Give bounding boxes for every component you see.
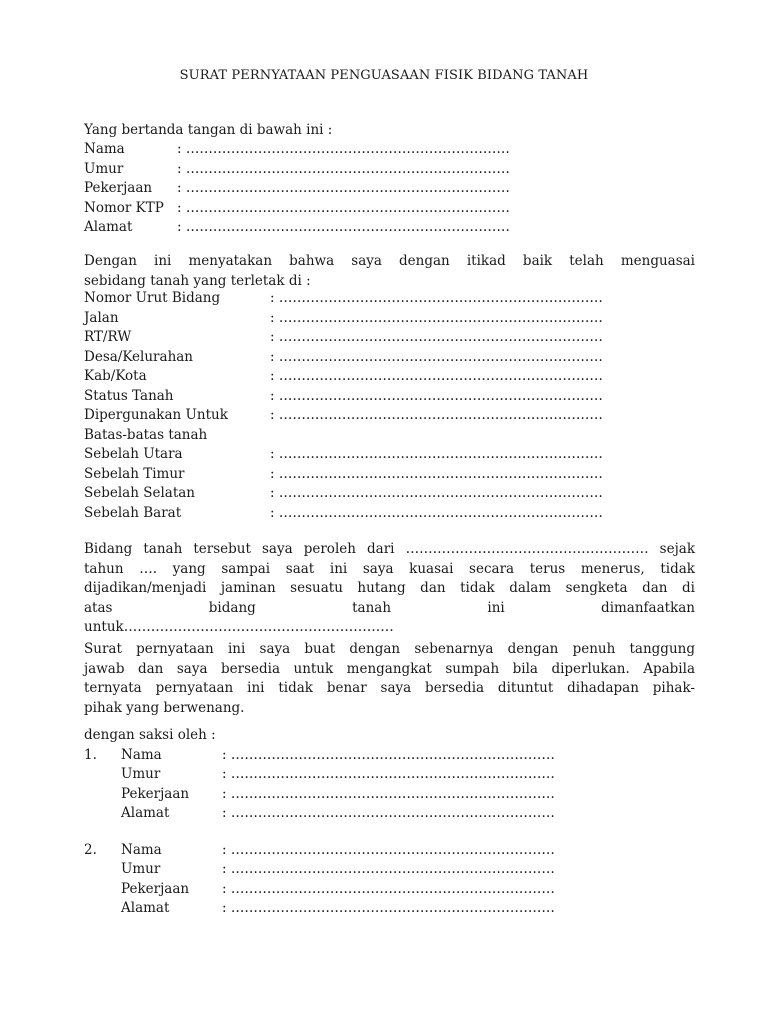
witness-2-label-pekerjaan: Pekerjaan — [121, 880, 190, 897]
land-label-batas: Batas-batas tanah — [84, 426, 208, 443]
land-label-utara: Sebelah Utara — [84, 446, 183, 462]
land-dots-status: : ……………………………………………………………… — [270, 387, 603, 404]
signer-dots-nama: : ……………………………………………………………… — [177, 141, 510, 157]
land-dots-barat: : ……………………………………………………………… — [270, 504, 603, 521]
witness-2-dots-nama: : ……………………………………………………………… — [222, 841, 555, 858]
acquisition-line: atas bidang tanah ini dimanfaatkan — [84, 599, 695, 616]
acquisition-line: Bidang tanah tersebut saya peroleh dari ……………………………………………… sejak — [84, 541, 695, 557]
acquisition-line: dijadikan/menjadi jaminan sesuatu hutang dan tidak dalam sengketa dan di — [84, 580, 695, 597]
land-label-barat: Sebelah Barat — [84, 504, 182, 521]
declaration-paragraph — [84, 640, 695, 718]
signer-dots-umur: : ……………………………………………………………… — [177, 160, 510, 177]
declaration-line: jawab dan saya bersedia untuk mengangkat sumpah bila diperlukan. Apabila — [84, 660, 695, 677]
land-label-timur: Sebelah Timur — [84, 465, 185, 482]
land-label-rtrw: RT/RW — [84, 329, 132, 345]
land-label-selatan: Sebelah Selatan — [84, 485, 195, 501]
land-label-kab-kota: Kab/Kota — [84, 368, 147, 384]
statement-line: sebidang tanah yang terletak di : — [84, 272, 311, 289]
witness-1-dots-pekerjaan: : ……………………………………………………………… — [222, 785, 555, 802]
signer-label-nama: Nama — [84, 141, 125, 157]
acquisition-line: tahun …. yang sampai saat ini saya kuasai secara terus menerus, tidak — [84, 560, 695, 577]
witness-2-label-alamat: Alamat — [121, 900, 170, 916]
signer-label-alamat: Alamat — [84, 219, 133, 235]
witness-1-number: 1. — [84, 746, 97, 763]
declaration-line: ternyata pernyataan ini tidak benar saya bersedia dituntut dihadapan pihak- — [84, 680, 695, 697]
land-dots-desa: : ……………………………………………………………… — [270, 348, 603, 365]
witness-2-dots-pekerjaan: : ……………………………………………………………… — [222, 880, 555, 897]
witness-1-label-pekerjaan: Pekerjaan — [121, 785, 190, 802]
land-label-jalan: Jalan — [84, 309, 119, 326]
signer-dots-pekerjaan: : ……………………………………………………………… — [177, 180, 510, 196]
witness-1-label-nama: Nama — [121, 746, 162, 763]
land-dots-jalan: : ……………………………………………………………… — [270, 309, 603, 326]
land-dots-timur: : ……………………………………………………………… — [270, 465, 603, 482]
land-label-dipergunakan: Dipergunakan Untuk — [84, 407, 228, 423]
witness-2-dots-alamat: : ……………………………………………………………… — [222, 900, 555, 916]
land-label-desa: Desa/Kelurahan — [84, 348, 194, 365]
land-dots-kab-kota: : ……………………………………………………………… — [270, 368, 603, 384]
signer-dots-alamat: : ……………………………………………………………… — [177, 219, 510, 235]
witness-1-label-umur: Umur — [121, 766, 161, 782]
witness-1-dots-alamat: : ……………………………………………………………… — [222, 805, 555, 821]
intro-text: Yang bertanda tangan di bawah ini : — [84, 122, 333, 138]
land-label-nomor-urut: Nomor Urut Bidang — [84, 290, 221, 306]
signer-label-umur: Umur — [84, 160, 124, 177]
witness-intro: dengan saksi oleh : — [84, 727, 216, 743]
signer-dots-ktp: : ……………………………………………………………… — [177, 199, 510, 216]
statement-line: Dengan ini menyatakan bahwa saya dengan itikad baik telah menguasai — [84, 253, 695, 269]
witness-2-number: 2. — [84, 841, 97, 858]
witness-2-label-nama: Nama — [121, 841, 162, 858]
land-dots-rtrw: : ……………………………………………………………… — [270, 329, 603, 345]
signer-label-pekerjaan: Pekerjaan — [84, 180, 153, 196]
land-label-status: Status Tanah — [84, 387, 174, 404]
land-dots-nomor-urut: : ……………………………………………………………… — [270, 290, 603, 306]
acquisition-paragraph — [84, 540, 695, 638]
acquisition-line: untuk…………………………………………………… — [84, 619, 394, 636]
statement-paragraph — [84, 252, 695, 291]
witness-2-dots-umur: : ……………………………………………………………… — [222, 861, 555, 877]
declaration-line: Surat pernyataan ini saya buat dengan sebenarnya dengan penuh tanggung — [84, 641, 695, 657]
witness-2-label-umur: Umur — [121, 861, 161, 877]
document-title: SURAT PERNYATAAN PENGUASAAN FISIK BIDANG TANAH — [179, 68, 589, 83]
witness-1-label-alamat: Alamat — [121, 805, 170, 821]
land-dots-utara: : ……………………………………………………………… — [270, 446, 603, 462]
land-dots-selatan: : ……………………………………………………………… — [270, 485, 603, 501]
witness-1-dots-umur: : ……………………………………………………………… — [222, 766, 555, 782]
witness-1-dots-nama: : ……………………………………………………………… — [222, 746, 555, 763]
declaration-line: pihak yang berwenang. — [84, 699, 245, 716]
signer-label-ktp: Nomor KTP — [84, 199, 164, 216]
land-dots-dipergunakan: : ……………………………………………………………… — [270, 407, 603, 423]
